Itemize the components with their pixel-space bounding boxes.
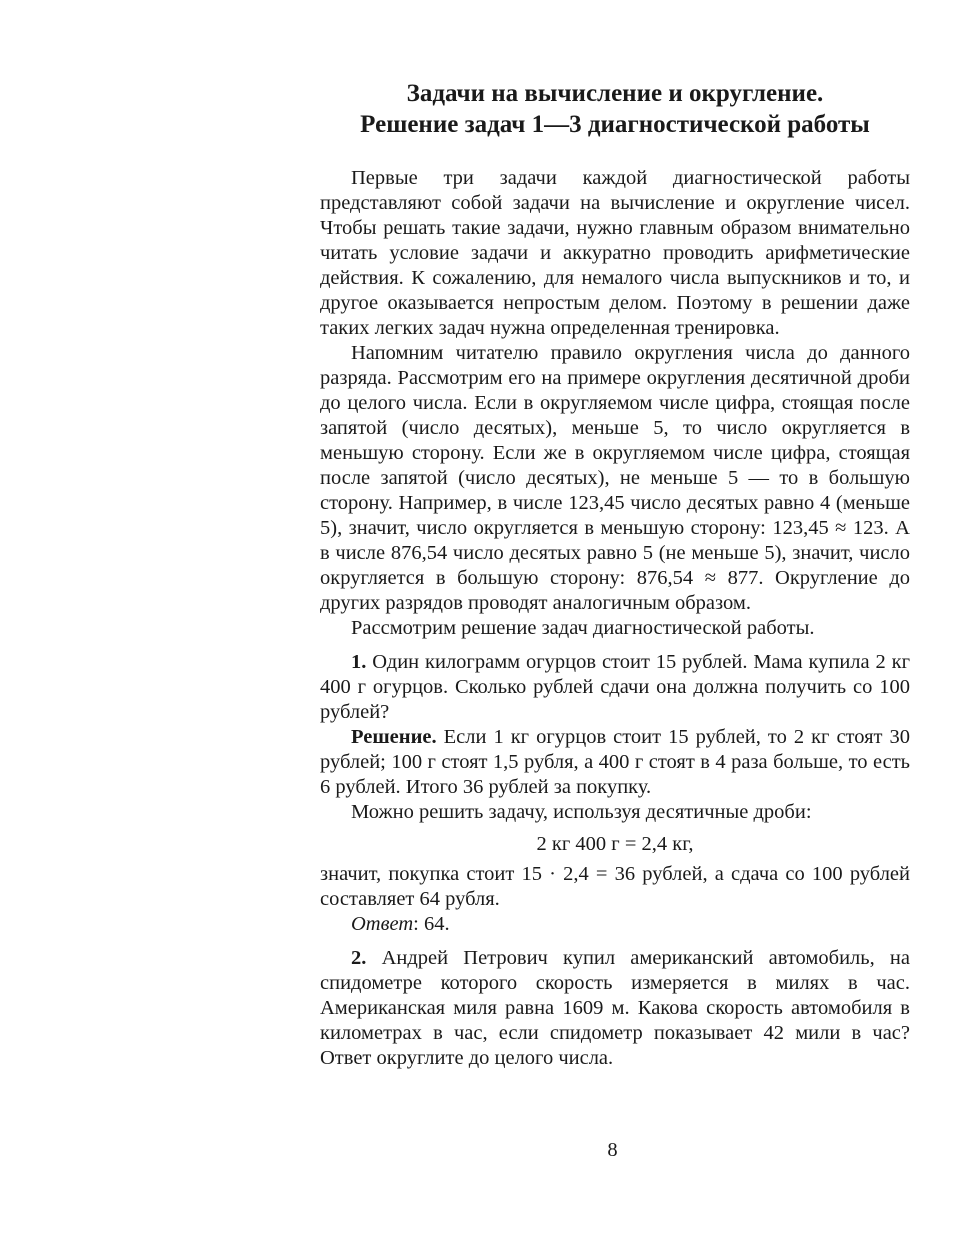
problem-2-statement <box>320 946 910 1071</box>
solution-label: Решение. <box>351 726 437 748</box>
problem-1-alt-intro: Можно решить задачу, используя десятичные дроби: <box>351 801 812 823</box>
problem-2-number: 2. <box>351 947 367 969</box>
intro-paragraph-3: Рассмотрим решение задач диагностической работы. <box>351 617 815 639</box>
solution-text: Если 1 кг огурцов стоит 15 рублей, то 2 кг стоят 30 рублей; 100 г стоят 1,5 рубля, а 400 г стоят в 4 раза больше, то есть 6 рублей. Итого 36 рублей за покупку. <box>320 726 910 798</box>
problem-1-statement <box>320 650 910 725</box>
intro-paragraph-2: Напомним читателю правило округления числа до данного разряда. Рассмотрим его на примере округления десятичной дроби до целого числа. Если в округляемом числе цифра, стоящая после запятой (число десятых), меньше 5, то число округляется в меньшую сторону. Если же в округляемом числе цифра, стоящая после запятой (число десятых), не меньше 5 — то в большую сторону. Например, в числе 123,45 число десятых равно 4 (меньше 5), значит, число округляется в меньшую сторону: 123,45 ≈ 123. А в числе 876,54 число десятых равно 5 (не меньше 5), значит, число округляется в большую сторону: 876,54 ≈ 877. Округление до других разрядов проводят аналогичным образом. <box>320 342 910 614</box>
problem-1-number: 1. <box>351 651 367 673</box>
answer-value: : 64. <box>413 913 450 935</box>
problem-1-formula: 2 кг 400 г = 2,4 кг, <box>536 833 694 855</box>
problem-2-text: Андрей Петрович купил американский автомобиль, на спидометре которого скорость измеряется в милях в час. Американская миля равна 1609 м. Какова скорость автомобиля в километрах в час, если спидометр показывает 42 мили в час? Ответ округлите до целого числа. <box>320 947 910 1069</box>
problem-1-solution <box>320 725 910 800</box>
section-title-line-1: Задачи на вычисление и округление. <box>406 80 824 107</box>
page-content <box>320 78 910 1071</box>
page-number <box>0 1138 975 1163</box>
intro-paragraph-1: Первые три задачи каждой диагностической работы представляют собой задачи на вычисление и округление чисел. Чтобы решать такие задачи, нужно главным образом внимательно читать условие задачи и аккуратно проводить арифметические действия. К сожалению, для немалого числа выпускников и то, и другое оказывается непростым делом. Поэтому в решении даже таких легких задач нужна определенная тренировка. <box>320 167 910 339</box>
answer-label: Ответ <box>351 913 414 935</box>
problem-1-after-formula: значит, покупка стоит 15 · 2,4 = 36 рублей, а сдача со 100 рублей составляет 64 рубля. <box>320 863 910 910</box>
section-title-line-2: Решение задач 1—3 диагностической работы <box>360 111 870 138</box>
section-title <box>320 78 910 140</box>
problem-1-text: Один килограмм огурцов стоит 15 рублей. Мама купила 2 кг 400 г огурцов. Сколько рублей сдачи она должна получить со 100 рублей? <box>320 651 910 723</box>
page-number-value: 8 <box>607 1139 618 1161</box>
problem-1-answer <box>320 912 910 937</box>
